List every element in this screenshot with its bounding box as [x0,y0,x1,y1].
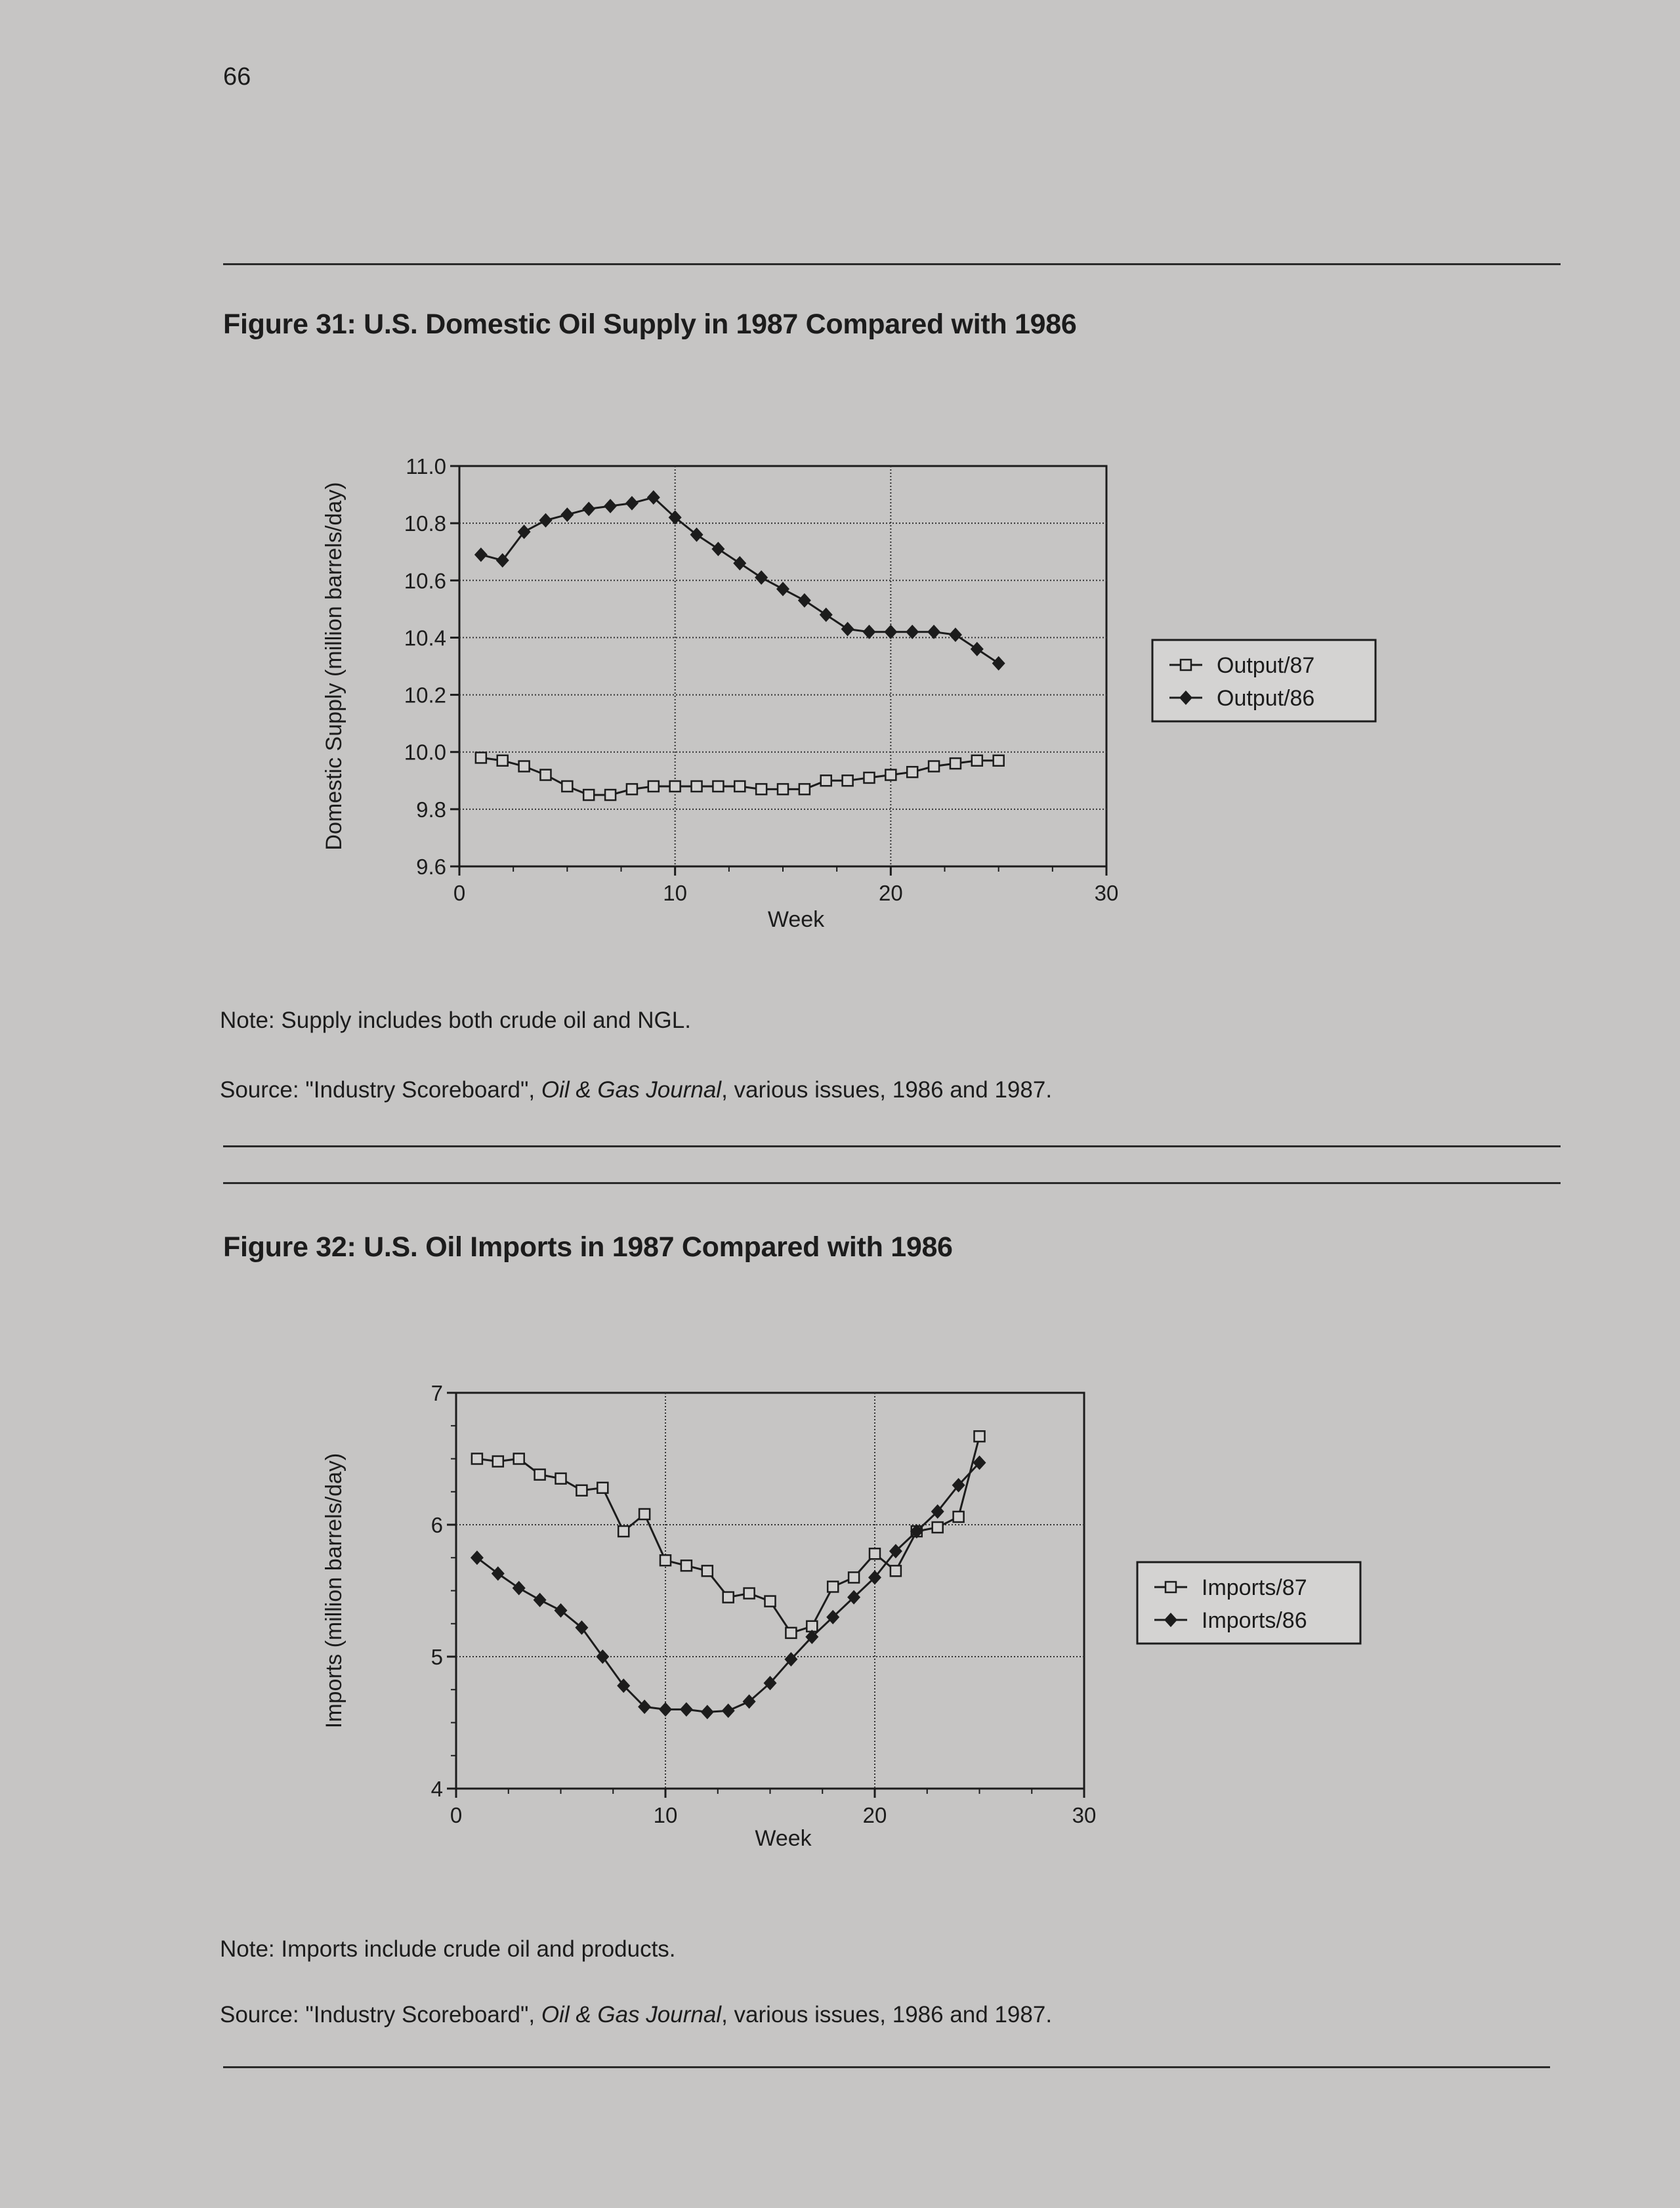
divider [223,1145,1561,1147]
data-point-open-square [702,1565,713,1576]
figure-note: Note: Imports include crude oil and products. [220,1936,676,1962]
data-point-open-square [828,1581,838,1592]
data-point-open-square [540,770,551,780]
figure-title: Figure 32: U.S. Oil Imports in 1987 Compared with 1986 [223,1231,953,1263]
data-point-open-square [723,1592,734,1603]
y-tick-label: 10.2 [404,683,446,708]
data-point-filled-diamond [513,1581,526,1595]
y-tick-label: 9.8 [416,797,446,822]
y-tick-label: 4 [430,1777,443,1801]
data-point-filled-diamond [862,625,875,639]
y-tick-label: 6 [430,1513,443,1537]
data-point-open-square [639,1509,650,1519]
data-point-open-square [756,784,766,794]
data-point-open-square [864,773,874,783]
data-point-open-square [535,1470,545,1480]
x-tick-label: 10 [653,1803,678,1827]
figure-note: Note: Supply includes both crude oil and NGL. [220,1008,691,1033]
x-axis-label: Week [767,907,825,932]
x-tick-label: 30 [1072,1803,1097,1827]
data-point-open-square [605,790,616,800]
data-point-open-square [929,761,939,772]
data-point-open-square [849,1572,859,1582]
data-point-open-square [627,784,637,794]
data-point-filled-diamond [927,625,940,639]
data-point-open-square [821,775,831,786]
data-point-filled-diamond [722,1703,735,1718]
data-point-filled-diamond [474,547,488,562]
figure-title: Figure 31: U.S. Domestic Oil Supply in 1987 Compared with 1986 [223,308,1077,340]
y-tick-label: 7 [430,1381,443,1405]
data-point-filled-diamond [701,1705,714,1719]
supply-chart [0,420,1680,985]
data-point-open-square [975,1431,985,1441]
y-tick-label: 10.8 [404,511,446,536]
data-point-filled-diamond [680,1702,693,1716]
data-point-open-square [933,1522,943,1533]
data-point-filled-diamond [471,1550,484,1565]
data-point-open-square [786,1628,796,1638]
data-point-open-square [597,1483,608,1493]
plot-frame [456,1393,1084,1789]
data-point-open-square [493,1456,503,1467]
data-point-open-square [765,1596,776,1607]
data-point-open-square [562,781,572,792]
plot-frame [459,466,1106,866]
x-tick-label: 0 [453,881,466,905]
data-point-filled-diamond [492,1566,505,1581]
figure-source [220,2002,1052,2028]
data-point-open-square [994,755,1004,766]
data-point-filled-diamond [906,625,919,639]
data-point-filled-diamond [776,582,789,596]
x-axis-label: Week [755,1826,812,1851]
y-tick-label: 10.0 [404,740,446,765]
data-point-open-square [472,1454,482,1464]
legend-label: Imports/87 [1202,1575,1307,1600]
data-point-filled-diamond [690,528,704,542]
source-prefix: Source: "Industry Scoreboard", [220,2002,541,2028]
divider [223,2066,1550,2068]
source-journal: Oil & Gas Journal [541,2002,722,2028]
legend-label: Output/87 [1217,653,1315,678]
data-point-open-square [870,1548,880,1559]
divider [223,263,1561,265]
data-point-filled-diamond [604,499,617,513]
y-tick-label: 10.4 [404,626,446,650]
data-point-filled-diamond [560,507,574,522]
data-point-open-square [670,781,681,792]
divider [223,1182,1561,1184]
source-journal: Oil & Gas Journal [541,1077,722,1103]
y-tick-label: 5 [430,1645,443,1669]
data-point-filled-diamond [733,556,746,570]
data-point-open-square [907,767,917,777]
data-point-open-square [950,758,961,769]
y-axis-label: Domestic Supply (million barrels/day) [322,482,346,851]
y-tick-label: 9.6 [416,855,446,879]
x-tick-label: 10 [663,881,688,905]
data-point-open-square [556,1474,566,1484]
data-point-open-square [497,755,508,766]
data-point-filled-diamond [711,541,724,556]
data-point-open-square [891,1565,901,1576]
data-point-filled-diamond [820,608,833,622]
data-point-open-square [972,755,982,766]
source-suffix: , various issues, 1986 and 1987. [721,2002,1053,2028]
figure-source [220,1077,1052,1103]
data-point-filled-diamond [539,513,552,528]
series-line [477,1463,980,1712]
page-number: 66 [223,63,251,91]
data-point-open-square [660,1555,671,1565]
data-point-open-square [681,1560,692,1571]
data-point-filled-diamond [625,496,639,511]
data-point-open-square [843,775,853,786]
x-tick-label: 30 [1094,881,1119,905]
x-tick-label: 20 [862,1803,887,1827]
data-point-open-square [744,1588,755,1599]
data-point-filled-diamond [582,501,595,516]
data-point-open-square [692,781,702,792]
y-tick-label: 10.6 [404,568,446,593]
data-point-filled-diamond [884,625,897,639]
x-tick-label: 0 [450,1803,463,1827]
data-point-open-square [713,781,723,792]
series-line [477,1436,980,1633]
data-point-open-square [618,1526,629,1537]
data-point-open-square [519,761,530,772]
y-tick-label: 11.0 [406,454,446,478]
x-tick-label: 20 [878,881,903,905]
data-point-open-square [734,781,745,792]
data-point-open-square [954,1512,964,1522]
legend-marker-open-square [1166,1582,1176,1592]
y-axis-label: Imports (million barrels/day) [322,1453,346,1729]
source-prefix: Source: "Industry Scoreboard", [220,1077,541,1103]
source-suffix: , various issues, 1986 and 1987. [721,1077,1053,1103]
data-point-open-square [476,752,486,763]
data-point-open-square [885,770,896,780]
data-point-filled-diamond [798,593,811,608]
data-point-open-square [514,1454,524,1464]
data-point-filled-diamond [992,656,1005,671]
data-point-open-square [799,784,810,794]
data-point-filled-diamond [659,1702,672,1716]
data-point-open-square [648,781,659,792]
data-point-filled-diamond [841,622,854,636]
data-point-filled-diamond [949,627,962,642]
data-point-filled-diamond [534,1593,547,1607]
data-point-open-square [778,784,788,794]
data-point-open-square [583,790,594,800]
data-point-filled-diamond [755,570,768,585]
legend-label: Imports/86 [1202,1608,1307,1633]
data-point-filled-diamond [971,642,984,656]
imports-chart [0,1339,1680,1917]
data-point-open-square [576,1485,587,1496]
legend-label: Output/86 [1217,686,1315,711]
legend-marker-open-square [1181,660,1191,670]
